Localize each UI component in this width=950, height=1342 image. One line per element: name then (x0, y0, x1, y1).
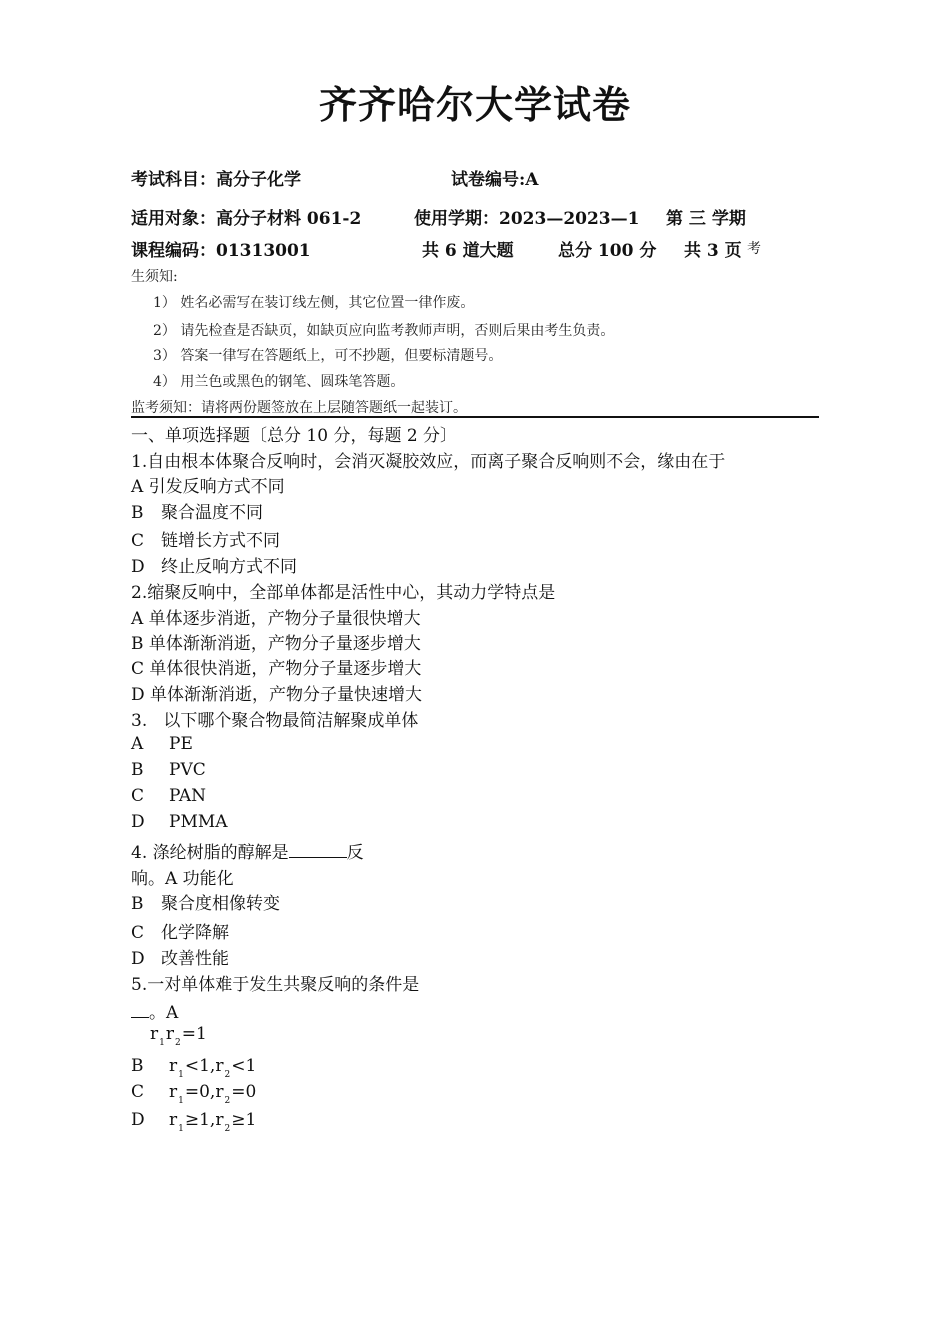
var-r: r (165, 1024, 175, 1044)
stem-text-end: 反 (346, 843, 364, 863)
paper-number: 试卷编号:A (451, 170, 539, 190)
option-letter: D (131, 949, 145, 969)
q1-option-d (131, 552, 297, 577)
stem-text: 4. 涤纶树脂的醇解是 (131, 843, 289, 863)
q2-option-b: B 单体渐渐消逝，产物分子量逐步增大 (131, 634, 421, 654)
option-text: 聚合温度不同 (161, 503, 263, 523)
proctor-note: 监考须知：请将两份题签放在上层随答题纸一起装订。 (131, 400, 467, 416)
total-score: 总分 100 分 (558, 241, 657, 261)
note-item: 1） 姓名必需写在装订线左侧，其它位置一律作废。 (153, 295, 475, 311)
semester-number: 第 三 学期 (666, 209, 746, 229)
note-item: 4） 用兰色或黑色的钢笔、圆珠笔答题。 (153, 374, 405, 390)
option-text: =0, (184, 1082, 216, 1102)
q5-option-d (131, 1110, 256, 1134)
option-text: =1 (181, 1024, 207, 1044)
option-letter: D (131, 1110, 145, 1130)
q5-option-c (131, 1082, 256, 1106)
option-text: 化学降解 (161, 923, 229, 943)
target-audience: 适用对象：高分子材料 061-2 (131, 209, 362, 229)
var-r: r (169, 1082, 178, 1102)
question-4-line-2: 响。A 功能化 (131, 869, 234, 889)
option-text: ≥1 (231, 1110, 257, 1130)
option-text: <1, (184, 1056, 216, 1076)
page-title: 齐齐哈尔大学试卷 (318, 82, 631, 127)
divider-line (131, 416, 819, 418)
option-letter: C (131, 786, 145, 806)
question-1-stem: 1.自由根本体聚合反响时，会消灭凝胶效应，而离子聚合反响则不会，缘由在于 (131, 452, 726, 472)
option-text: 终止反响方式不同 (161, 557, 297, 577)
option-letter: D (131, 812, 145, 832)
q2-option-d: D 单体渐渐消逝，产物分子量快速增大 (131, 685, 423, 705)
option-text: PVC (169, 760, 206, 780)
option-letter: D (131, 557, 145, 577)
total-pages: 共 3 页 (684, 241, 742, 261)
subscript: 1 (178, 1070, 184, 1080)
subscript: 1 (178, 1124, 184, 1134)
subscript: 2 (224, 1124, 231, 1134)
q5-option-b (131, 1056, 256, 1080)
note-item: 3） 答案一律写在答题纸上，可不抄题，但要标清题号。 (153, 348, 503, 364)
var-r: r (150, 1024, 159, 1044)
answer-blank (131, 1001, 149, 1018)
option-letter: C (131, 923, 145, 943)
option-text: <1 (231, 1056, 257, 1076)
question-4-stem (131, 838, 364, 863)
option-text: 链增长方式不同 (161, 531, 280, 551)
option-text: 改善性能 (161, 949, 229, 969)
option-letter: C (131, 531, 145, 551)
subscript: 1 (178, 1096, 184, 1106)
q3-option-a (131, 734, 193, 754)
option-text: ≥1, (184, 1110, 216, 1130)
total-questions: 共 6 道大题 (422, 241, 514, 261)
q1-option-b (131, 498, 263, 523)
subscript: 1 (159, 1038, 165, 1048)
option-letter: B (131, 503, 144, 523)
q5-option-a (150, 1024, 207, 1048)
option-text: PAN (169, 786, 207, 806)
option-letter: A (131, 734, 144, 754)
semester-use: 使用学期：2023—2023—1 (414, 209, 640, 229)
var-r: r (215, 1056, 224, 1076)
q2-option-c: C 单体很快消逝，产物分子量逐步增大 (131, 659, 422, 679)
question-5-stem: 5.一对单体难于发生共聚反响的条件是 (131, 975, 420, 995)
q1-option-a: A 引发反响方式不同 (131, 477, 285, 497)
notes-title: 生须知: (131, 269, 178, 285)
var-r: r (169, 1110, 178, 1130)
var-r: r (215, 1082, 224, 1102)
var-r: r (215, 1110, 224, 1130)
q4-option-d (131, 944, 229, 969)
subscript: 2 (224, 1070, 231, 1080)
option-letter: B (131, 760, 144, 780)
q4-option-c (131, 918, 229, 943)
subject: 考试科目：高分子化学 (131, 170, 301, 190)
question-5-line-2 (131, 998, 178, 1023)
course-code: 课程编码：01313001 (131, 241, 311, 261)
q3-option-d (131, 812, 228, 832)
option-letter: C (131, 1082, 145, 1102)
q2-option-a: A 单体逐步消逝，产物分子量很快增大 (131, 609, 421, 629)
stem-text: 。A (149, 1003, 179, 1023)
section-heading: 一、单项选择题〔总分 10 分，每题 2 分〕 (131, 426, 458, 446)
q3-option-b (131, 760, 206, 780)
var-r: r (169, 1056, 178, 1076)
subscript: 2 (224, 1096, 231, 1106)
option-text: PMMA (169, 812, 228, 832)
q3-option-c (131, 786, 206, 806)
option-text: PE (169, 734, 193, 754)
q1-option-c (131, 526, 280, 551)
option-letter: B (131, 894, 144, 914)
note-item: 2） 请先检查是否缺页，如缺页应向监考教师声明，否则后果由考生负责。 (153, 323, 615, 339)
option-letter: B (131, 1056, 144, 1076)
subscript: 2 (175, 1038, 181, 1048)
header-tail: 考 (747, 241, 761, 257)
option-text: 聚合度相像转变 (161, 894, 280, 914)
answer-blank (289, 841, 347, 858)
option-text: =0 (231, 1082, 257, 1102)
q4-option-b (131, 889, 280, 914)
question-2-stem: 2.缩聚反响中，全部单体都是活性中心，其动力学特点是 (131, 583, 556, 603)
question-3-stem: 3. 以下哪个聚合物最简洁解聚成单体 (131, 711, 419, 731)
